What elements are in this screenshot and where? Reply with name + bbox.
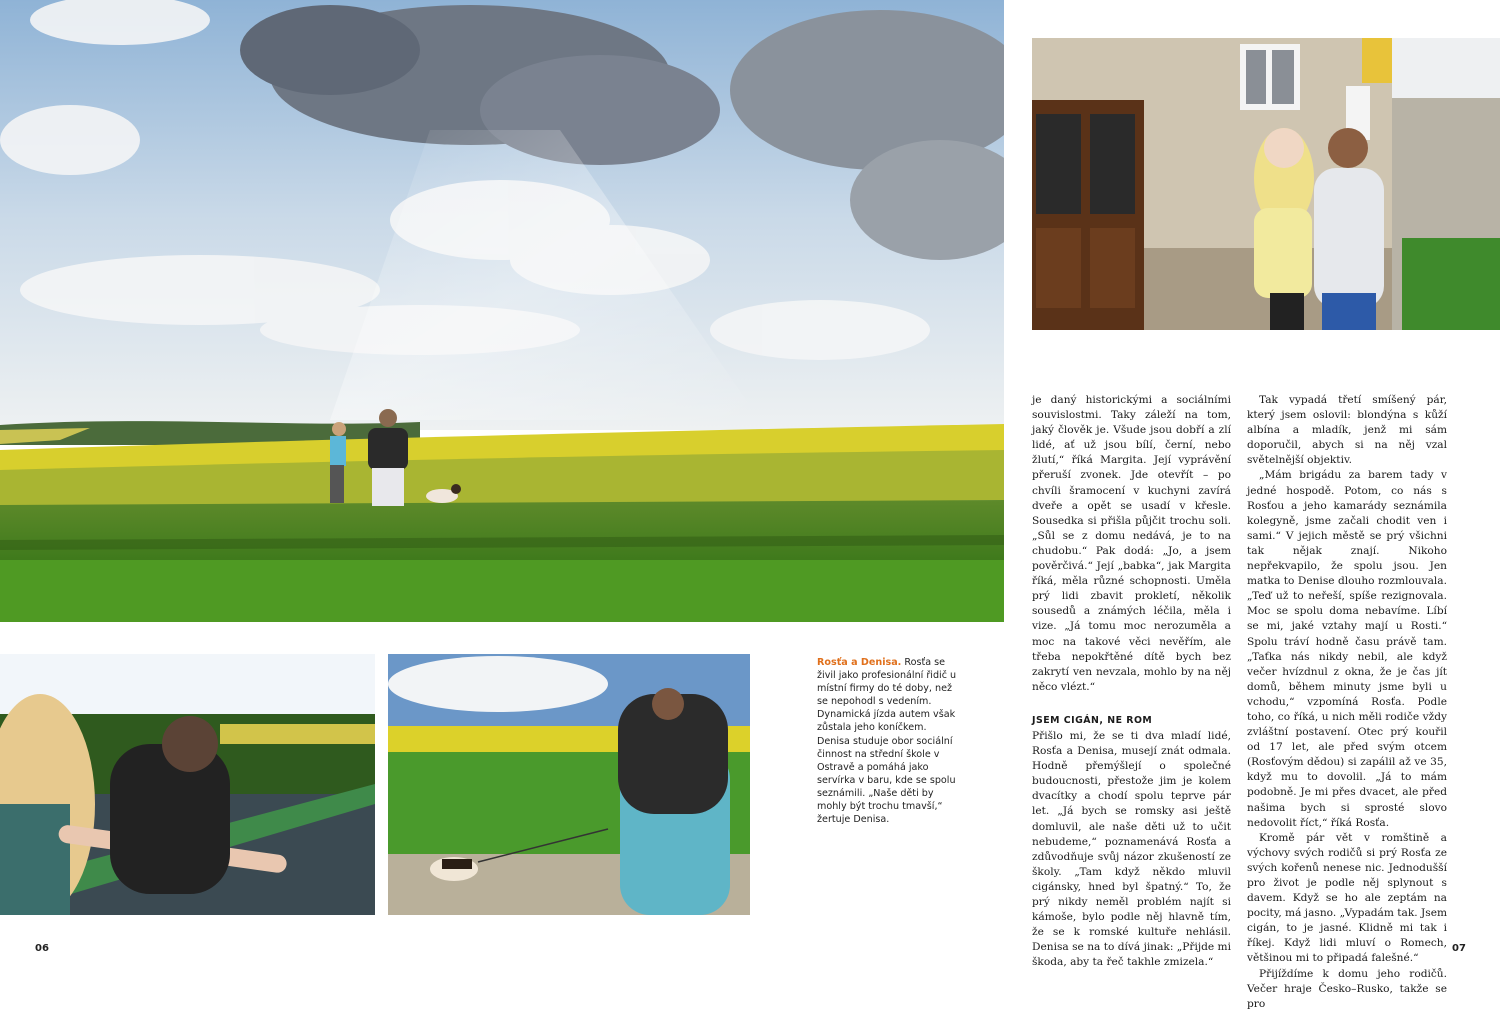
hero-photo: [0, 0, 1004, 622]
section-heading: JSEM CIGÁN, NE ROM: [1032, 714, 1153, 726]
article-column-1: [1032, 393, 1231, 970]
paragraph: Tak vypadá třetí smíšený pár, který jsem oslovil: blondýna s kůží albína a mladík, jenž mi sám doporučil, abych si na něj vzal světelnější objektiv.: [1247, 394, 1447, 467]
page-number-left: 06: [35, 943, 49, 954]
page-number-right: 07: [1452, 943, 1466, 954]
article-column-2: [1247, 393, 1447, 1012]
caption-text: Rosťa se živil jako profesionální řidič u místní firmy do té doby, než se nepohodl s vedením. Dynamická jízda autem však zůstala jeho koníčkem. Denisa studuje obor sociální činnost na střední škole v Ostravě a pomáhá jako servírka v baru, kde se spolu seznámili. „Naše děti by mohly být trochu tmavší,“ žertuje Denisa.: [817, 657, 957, 826]
paragraph: „Mám brigádu za barem tady v jedné hospodě. Potom, co nás s Rosťou a jeho kamarády seznámila kolegyně, jsme začali chodit ven i sami.“ V jejich městě se prý všichni tak nějak znají. Nikoho nepřekvapilo, že spolu jsou. Jen matka to Denise dlouho rozmlouvala. „Teď už to neřeší, spíše rezignovala. Moc se spolu doma nebavíme. Líbí se mi, jaké vztahy mají u Rosti.“ Spolu tráví hodně času právě tam. „Taťka nás nikdy nebil, ale když večer hvízdnul z okna, že je čas jít domů, během minuty jsme byli u vchodu,“ vzpomíná Rosťa. Podle toho, co říká, u nich měli rodiče vždy zvláštní postavení. Otec prý kouřil od 17 let, ale před svým otcem (Rosťovým dědou) si zapálil až ve 35, když mu to dovolil. „Já to mám podobně. Je mi přes dvacet, ale před našima bych si sprosté slovo nedovolit říct,“ říká Rosťa.: [1247, 469, 1447, 829]
portrait-photo: [1032, 38, 1500, 330]
paragraph: je daný historickými a sociálními souvislostmi. Taky záleží na tom, jaký člověk je. Všude jsou dobří a zlí lidé, ať už jsou bílí, černí, nebo žlutí,“ říká Margita. Její vyprávění přeruší zvonek. Jde otevřít – po chvíli šramocení v kuchyni zavírá dveře a opět se usadí v křesle. Sousedka si přišla půjčit trochu soli. „Sůl se z domu nedává, je to na chudobu.“ Pak dodá: „Jo, a jsem pověrčivá.“ Její „babka“, jak Margita říká, měla různé schopnosti. Uměla prý lidi zbavit prokletí, několik sousedů a známých léčila, měla i vize. „Já tomu moc nerozuměla a moc na takové věci nevěřím, ale třeba nepokřtěné dítě bych bez zakrytí ven nevzala, mohlo by na něj něco vlézt.“: [1032, 394, 1231, 693]
caption-lead: Rosťa a Denisa.: [817, 657, 902, 668]
paragraph: Kromě pár vět v romštině a výchovy svých rodičů si prý Rosťa ze svých kořenů nenese nic. Jednodušší pro život je podle něj splynout s davem. Když se ho ale zeptám na pocity, má jasno. „Vypadám tak. Jsem cigán, to je jasné. Klidně mi tak i říkej. Když lidi mluví o Romech, většinou mi to připadá falešné.“: [1247, 831, 1448, 965]
paragraph: Přišlo mi, že se ti dva mladí lidé, Rosťa a Denisa, musejí znát odmala. Hodně přemýšlejí o společné budoucnosti, přestože jim je kolem dvacítky a chodí spolu teprve pár let. „Já bych se romsky asi ještě domluvil, ale naše děti už to učit nebudeme,“ poznamenává Rosťa a zdůvodňuje svůj názor zkušeností ze školy. „Tam když někdo mluvil cigánsky, hned byl špatný.“ To, že prý nikdy neměl problém najít si kámoše, bylo podle něj hlavně tím, že se k romské kultuře nehlásil. Denisa se na to dívá jinak: „Přijde mi škoda, aby ta řeč takhle zmizela.“: [1032, 729, 1231, 969]
walk-photo: [388, 654, 750, 915]
paragraph: Přijíždíme k domu jeho rodičů. Večer hraje Česko–Rusko, takže se pro: [1247, 967, 1447, 1010]
railing-photo: [0, 654, 375, 915]
photo-caption: [817, 656, 957, 826]
